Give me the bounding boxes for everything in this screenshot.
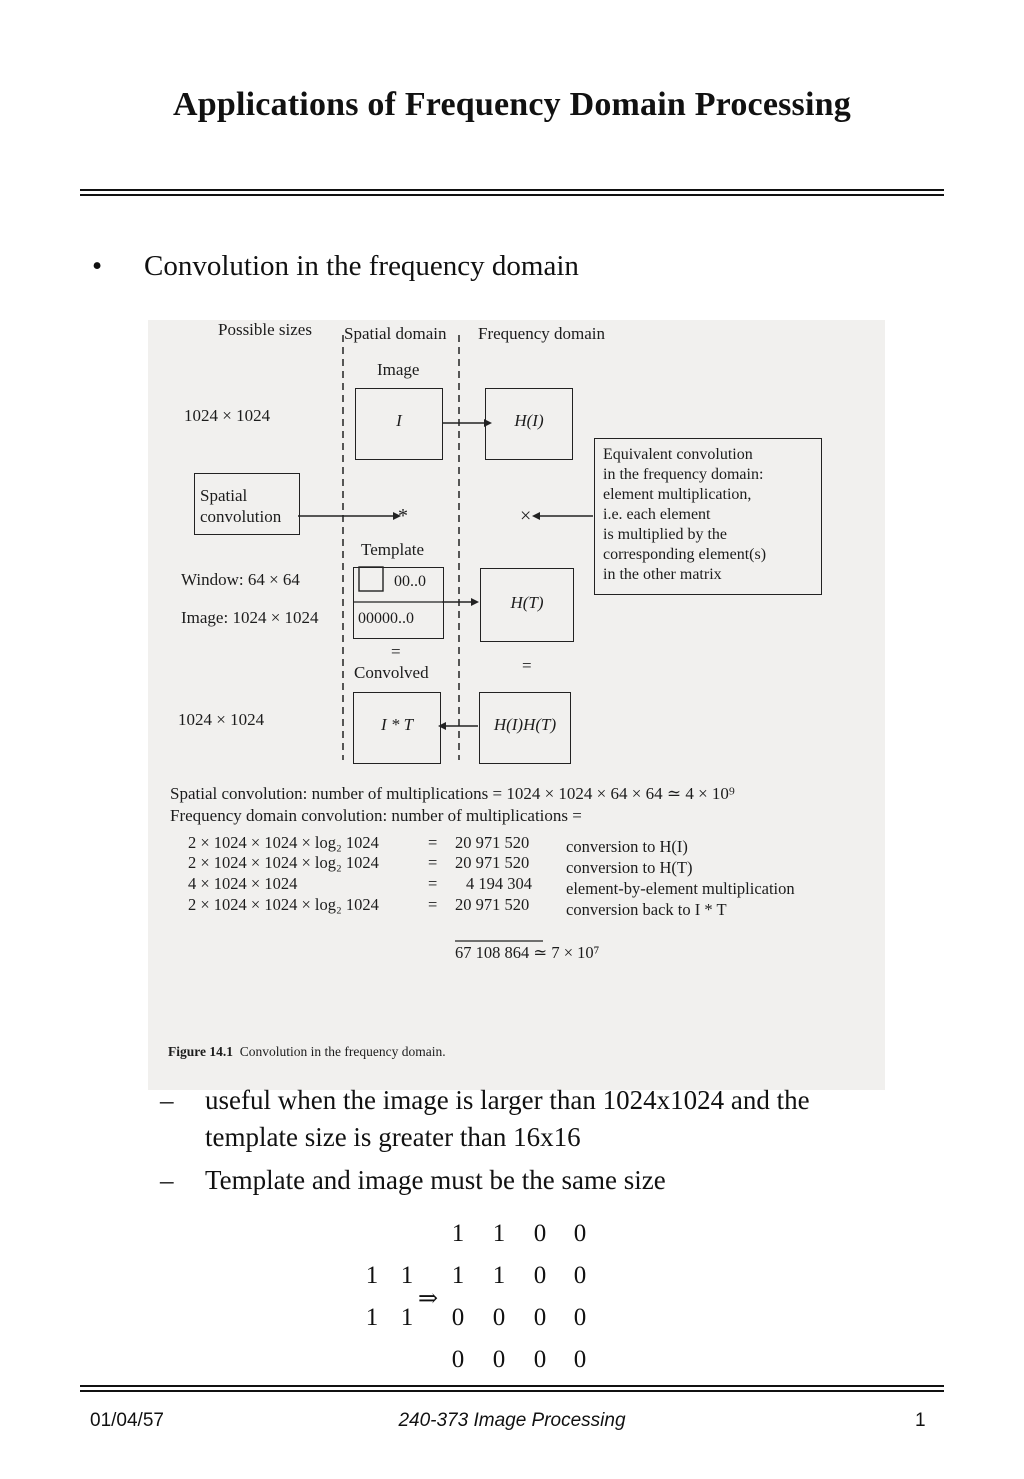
equals-left: = [391, 642, 401, 661]
template-row2: 00000..0 [358, 610, 414, 627]
window-label: Window: 64 × 64 [181, 570, 300, 589]
box-h-of-image-text: H(I) [514, 411, 544, 430]
matrix-right-cell: 0 [533, 1346, 547, 1373]
subbullet-1-dash: – [160, 1085, 174, 1115]
calc-row-2-desc: conversion to H(T) [566, 858, 693, 877]
matrix-right-cell: 1 [451, 1220, 465, 1247]
figure-convolution [148, 320, 885, 1090]
equiv-line-2: in the frequency domain: [603, 466, 764, 483]
equiv-line-5: is multiplied by the [603, 526, 727, 543]
calc-spatial: Spatial convolution: number of multiplications = 1024 × 1024 × 64 × 64 ≃ 4 × 10⁹ [170, 784, 735, 803]
box-convolved-text: I * T [380, 715, 414, 734]
matrix-right-cell: 0 [533, 1220, 547, 1247]
equiv-line-4: i.e. each element [603, 506, 711, 523]
figure-caption [168, 1044, 446, 1060]
calc-row-1-desc: conversion to H(I) [566, 837, 688, 856]
calc-row-1-expr: 2 × 1024 × 1024 × log₂ 1024 [188, 833, 379, 852]
matrix-left-cell: 1 [365, 1304, 379, 1331]
calc-row-3-expr: 4 × 1024 × 1024 [188, 874, 298, 893]
subbullet-1-line1: useful when the image is larger than 1024x1024 and the [205, 1085, 810, 1115]
calc-frequency: Frequency domain convolution: number of multiplications = [170, 806, 582, 825]
calc-row-4-expr: 2 × 1024 × 1024 × log₂ 1024 [188, 895, 379, 914]
footer-rule-1 [80, 1385, 944, 1387]
spatial-convolution-line2: convolution [200, 507, 282, 526]
equals-right: = [522, 656, 532, 675]
bullet-dot: • [92, 250, 103, 282]
matrix-right-cell: 0 [573, 1220, 587, 1247]
matrix-right-cell: 0 [573, 1262, 587, 1289]
title-rule-1 [80, 189, 944, 191]
box-h-of-template-text: H(T) [510, 593, 544, 612]
header-frequency-domain: Frequency domain [478, 324, 605, 343]
matrix-right-cell: 1 [492, 1220, 506, 1247]
title-rule-2 [80, 194, 944, 196]
image-label: Image [377, 360, 420, 379]
subbullet-1-line2: template size is greater than 16x16 [205, 1122, 581, 1152]
footer-rule-2 [80, 1390, 944, 1392]
matrix-right-cell: 0 [451, 1346, 465, 1373]
calc-row-2-eq: = [428, 853, 438, 872]
size-label-top: 1024 × 1024 [184, 406, 271, 425]
subbullet-2-line1: Template and image must be the same size [205, 1165, 666, 1195]
header-possible-sizes: Possible sizes [218, 320, 312, 339]
calc-row-2-expr: 2 × 1024 × 1024 × log₂ 1024 [188, 853, 379, 872]
bullet-text: Convolution in the frequency domain [144, 250, 579, 282]
subbullet-2-dash: – [160, 1165, 174, 1195]
template-row1: 00..0 [394, 573, 426, 590]
equiv-line-7: in the other matrix [603, 566, 722, 583]
caption-text: Convolution in the frequency domain. [239, 1044, 446, 1059]
calc-row-1-eq: = [428, 833, 438, 852]
footer-course: 240-373 Image Processing [398, 1410, 626, 1431]
box-image-text: I [396, 411, 402, 430]
calc-row-1-val: 20 971 520 [455, 833, 530, 852]
calc-row-4-val: 20 971 520 [455, 895, 530, 914]
box-product-text: H(I)H(T) [493, 715, 557, 734]
calc-row-4-eq: = [428, 895, 438, 914]
equiv-line-1: Equivalent convolution [603, 446, 753, 463]
calc-row-3-eq: = [428, 874, 438, 893]
matrix-right-cell: 1 [492, 1262, 506, 1289]
caption-number: Figure 14.1 [168, 1044, 233, 1059]
convolution-star: * [398, 505, 408, 527]
multiply-symbol: × [520, 505, 532, 527]
matrix-right-cell: 0 [451, 1304, 465, 1331]
footer-date: 01/04/57 [90, 1410, 164, 1431]
matrix-right-cell: 0 [533, 1304, 547, 1331]
matrix-right-cell: 0 [533, 1262, 547, 1289]
calc-row-3-val: 4 194 304 [466, 874, 532, 893]
spatial-convolution-line1: Spatial [200, 486, 248, 505]
implies-arrow: ⇒ [418, 1286, 439, 1312]
convolved-label: Convolved [354, 663, 429, 682]
footer-page-number: 1 [915, 1410, 926, 1431]
matrix-right-cell: 0 [573, 1346, 587, 1373]
matrix-left-cell: 1 [400, 1262, 414, 1289]
header-spatial-domain: Spatial domain [344, 324, 447, 343]
matrix-right-cell: 1 [451, 1262, 465, 1289]
matrix-left-cell: 1 [400, 1304, 414, 1331]
calc-row-4-desc: conversion back to I * T [566, 900, 727, 919]
matrix-right-cell: 0 [492, 1304, 506, 1331]
matrix-right-cell: 0 [492, 1346, 506, 1373]
calc-row-2-val: 20 971 520 [455, 853, 530, 872]
equiv-line-3: element multiplication, [603, 486, 752, 503]
template-label: Template [361, 540, 425, 559]
matrix-right-cell: 0 [573, 1304, 587, 1331]
calc-row-3-desc: element-by-element multiplication [566, 879, 795, 898]
slide-title: Applications of Frequency Domain Processing [173, 86, 851, 123]
size-label-bottom: 1024 × 1024 [178, 710, 265, 729]
equiv-line-6: corresponding element(s) [603, 546, 767, 563]
matrix-left-cell: 1 [365, 1262, 379, 1289]
calc-total: 67 108 864 ≃ 7 × 10⁷ [455, 943, 600, 962]
image-size-label: Image: 1024 × 1024 [181, 608, 319, 627]
